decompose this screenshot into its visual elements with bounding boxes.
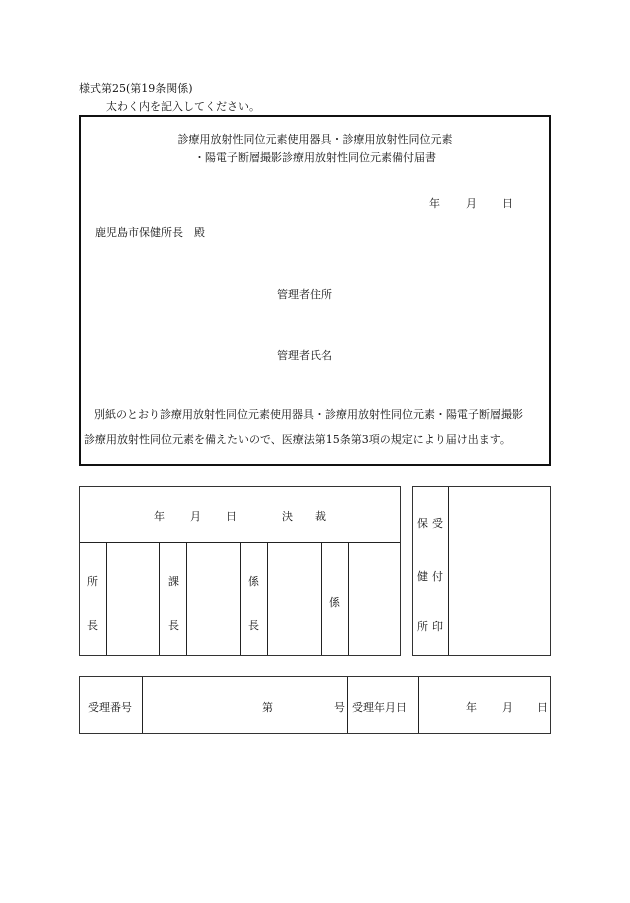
- approval-year: 年: [154, 510, 165, 523]
- approval-day: 日: [226, 510, 237, 523]
- date-day: 日: [502, 197, 513, 210]
- form-main-box: [79, 115, 551, 466]
- col4-label: 係: [329, 596, 340, 609]
- receipt-go: 号: [334, 701, 345, 714]
- stamp-c1-1: 保: [417, 517, 428, 530]
- receipt-month: 月: [502, 701, 513, 714]
- approval-month: 月: [190, 510, 201, 523]
- manager-name-label: 管理者氏名: [277, 349, 332, 362]
- col3-bottom: 長: [248, 619, 259, 632]
- col3-top: 係: [248, 575, 259, 588]
- date-year: 年: [429, 197, 440, 210]
- form-title-line2: ・陽電子断層撮影診療用放射性同位元素備付届書: [194, 151, 436, 164]
- receipt-day: 日: [537, 701, 548, 714]
- body-text-line1: 別紙のとおり診療用放射性同位元素使用器具・診療用放射性同位元素・陽電子断層撮影: [94, 408, 523, 421]
- receipt-year: 年: [466, 701, 477, 714]
- receipt-number-label: 受理番号: [88, 701, 132, 714]
- stamp-c2-2: 付: [432, 570, 443, 583]
- addressee: 鹿児島市保健所長 殿: [95, 226, 205, 239]
- receipt-date-label: 受理年月日: [352, 701, 407, 714]
- col2-top: 課: [168, 575, 179, 588]
- approval-decision: 決 裁: [282, 510, 326, 523]
- receipt-table: [79, 676, 551, 734]
- form-title-line1: 診療用放射性同位元素使用器具・診療用放射性同位元素: [177, 133, 453, 146]
- stamp-table: [412, 486, 551, 656]
- form-number: 様式第25(第19条関係): [79, 82, 193, 95]
- col1-bottom: 長: [87, 619, 98, 632]
- stamp-c1-2: 健: [417, 570, 428, 583]
- instruction-text: 太わく内を記入してください。: [106, 100, 260, 113]
- manager-address-label: 管理者住所: [277, 288, 332, 301]
- stamp-c1-3: 所: [417, 620, 428, 633]
- col1-top: 所: [87, 575, 98, 588]
- body-text-line2: 診療用放射性同位元素を備えたいので、医療法第15条第3項の規定により届け出ます。: [84, 433, 511, 446]
- stamp-c2-3: 印: [432, 620, 443, 633]
- stamp-c2-1: 受: [432, 517, 443, 530]
- approval-table: [79, 486, 401, 656]
- date-month: 月: [466, 197, 477, 210]
- col2-bottom: 長: [168, 619, 179, 632]
- receipt-dai: 第: [262, 701, 273, 714]
